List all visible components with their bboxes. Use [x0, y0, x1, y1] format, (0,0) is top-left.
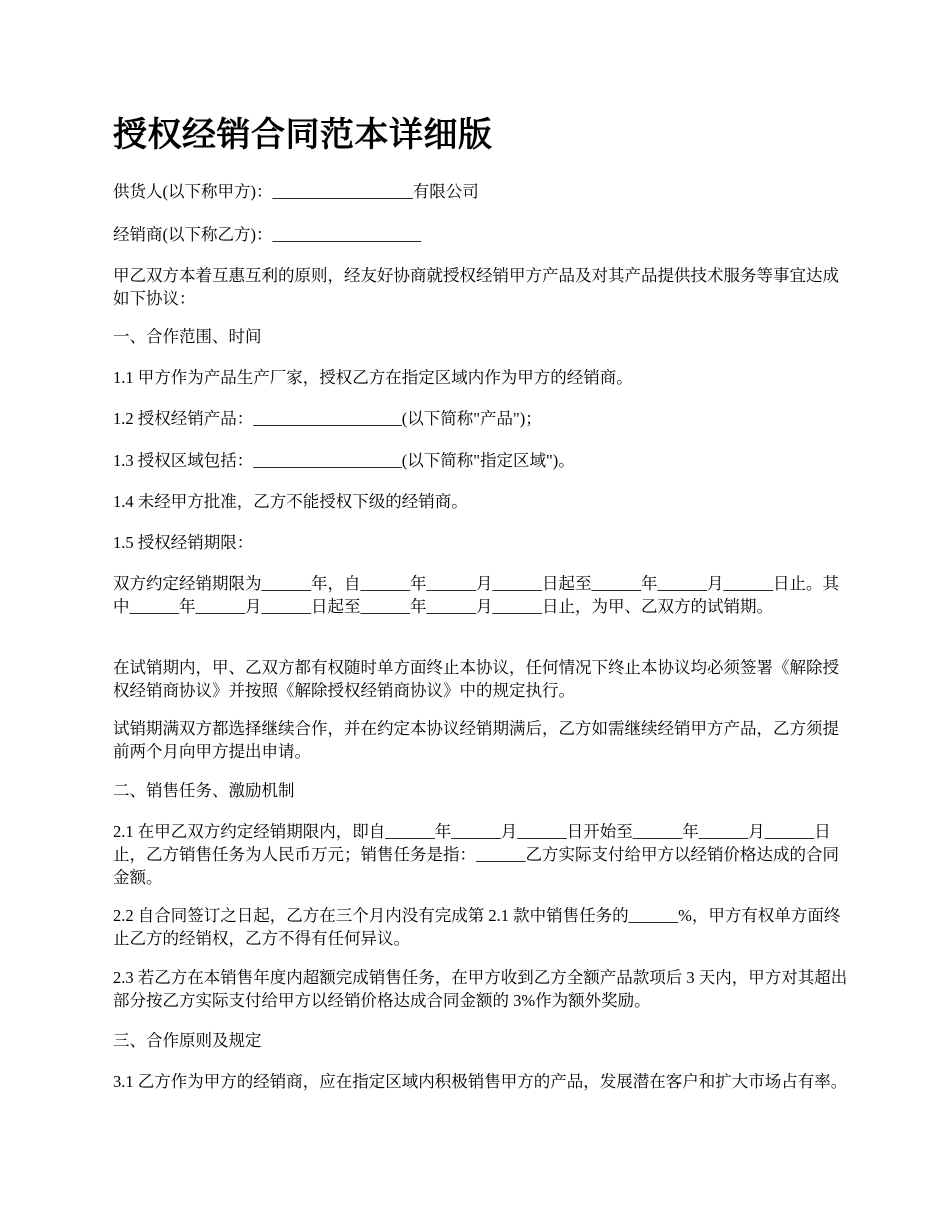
clause-2-3: 2.3 若乙方在本销售年度内超额完成销售任务，在甲方收到乙方全额产品款项后 3 天内，甲方对其超出部分按乙方实际支付给甲方以经销价格达成合同金额的 3%作为额外奖励。	[113, 968, 848, 1010]
clause-1-5: 1.5 授权经销期限：	[113, 533, 254, 552]
renewal-paragraph: 试销期满双方都选择继续合作，并在约定本协议经销期满后，乙方如需继续经销甲方产品，乙方须提前两个月向甲方提出申请。	[113, 719, 839, 761]
party-b-line: 经销商(以下称乙方)：__________________	[113, 225, 421, 244]
section-3-heading: 三、合作原则及规定	[113, 1031, 262, 1050]
clause-1-2: 1.2 授权经销产品：__________________(以下简称"产品")；	[113, 409, 542, 428]
section-1-heading: 一、合作范围、时间	[113, 327, 262, 346]
document-title: 授权经销合同范本详细版	[113, 117, 493, 154]
trial-period-paragraph: 在试销期内，甲、乙双方都有权随时单方面终止本协议，任何情况下终止本协议均必须签署《解除授权经销商协议》并按照《解除授权经销商协议》中的规定执行。	[113, 658, 839, 700]
term-period-paragraph: 双方约定经销期限为______年，自______年______月______日起至______年______月______日止。其中______年______月______日起至______年______月______日止，为甲、乙双方的试销期。	[113, 574, 839, 616]
clause-2-2: 2.2 自合同签订之日起，乙方在三个月内没有完成第 2.1 款中销售任务的______%，甲方有权单方面终止乙方的经销权，乙方不得有任何异议。	[113, 906, 841, 948]
clause-2-1: 2.1 在甲乙双方约定经销期限内，即自______年______月______日开始至______年______月______日止，乙方销售任务为人民币万元；销售任务是指：______乙方实际支付给甲方以经销价格达成的合同金额。	[113, 822, 839, 887]
clause-3-1: 3.1 乙方作为甲方的经销商，应在指定区域内积极销售甲方的产品，发展潜在客户和扩大市场占有率。	[113, 1072, 848, 1091]
clause-1-4: 1.4 未经甲方批准，乙方不能授权下级的经销商。	[113, 492, 468, 511]
clause-1-1: 1.1 甲方作为产品生产厂家，授权乙方在指定区域内作为甲方的经销商。	[113, 368, 633, 387]
section-2-heading: 二、销售任务、激励机制	[113, 781, 295, 800]
clause-1-3: 1.3 授权区域包括：__________________(以下简称"指定区域")。	[113, 451, 575, 470]
party-a-line: 供货人(以下称甲方)：_________________有限公司	[113, 182, 479, 201]
preamble-paragraph: 甲乙双方本着互惠互利的原则，经友好协商就授权经销甲方产品及对其产品提供技术服务等事宜达成如下协议：	[113, 266, 839, 308]
